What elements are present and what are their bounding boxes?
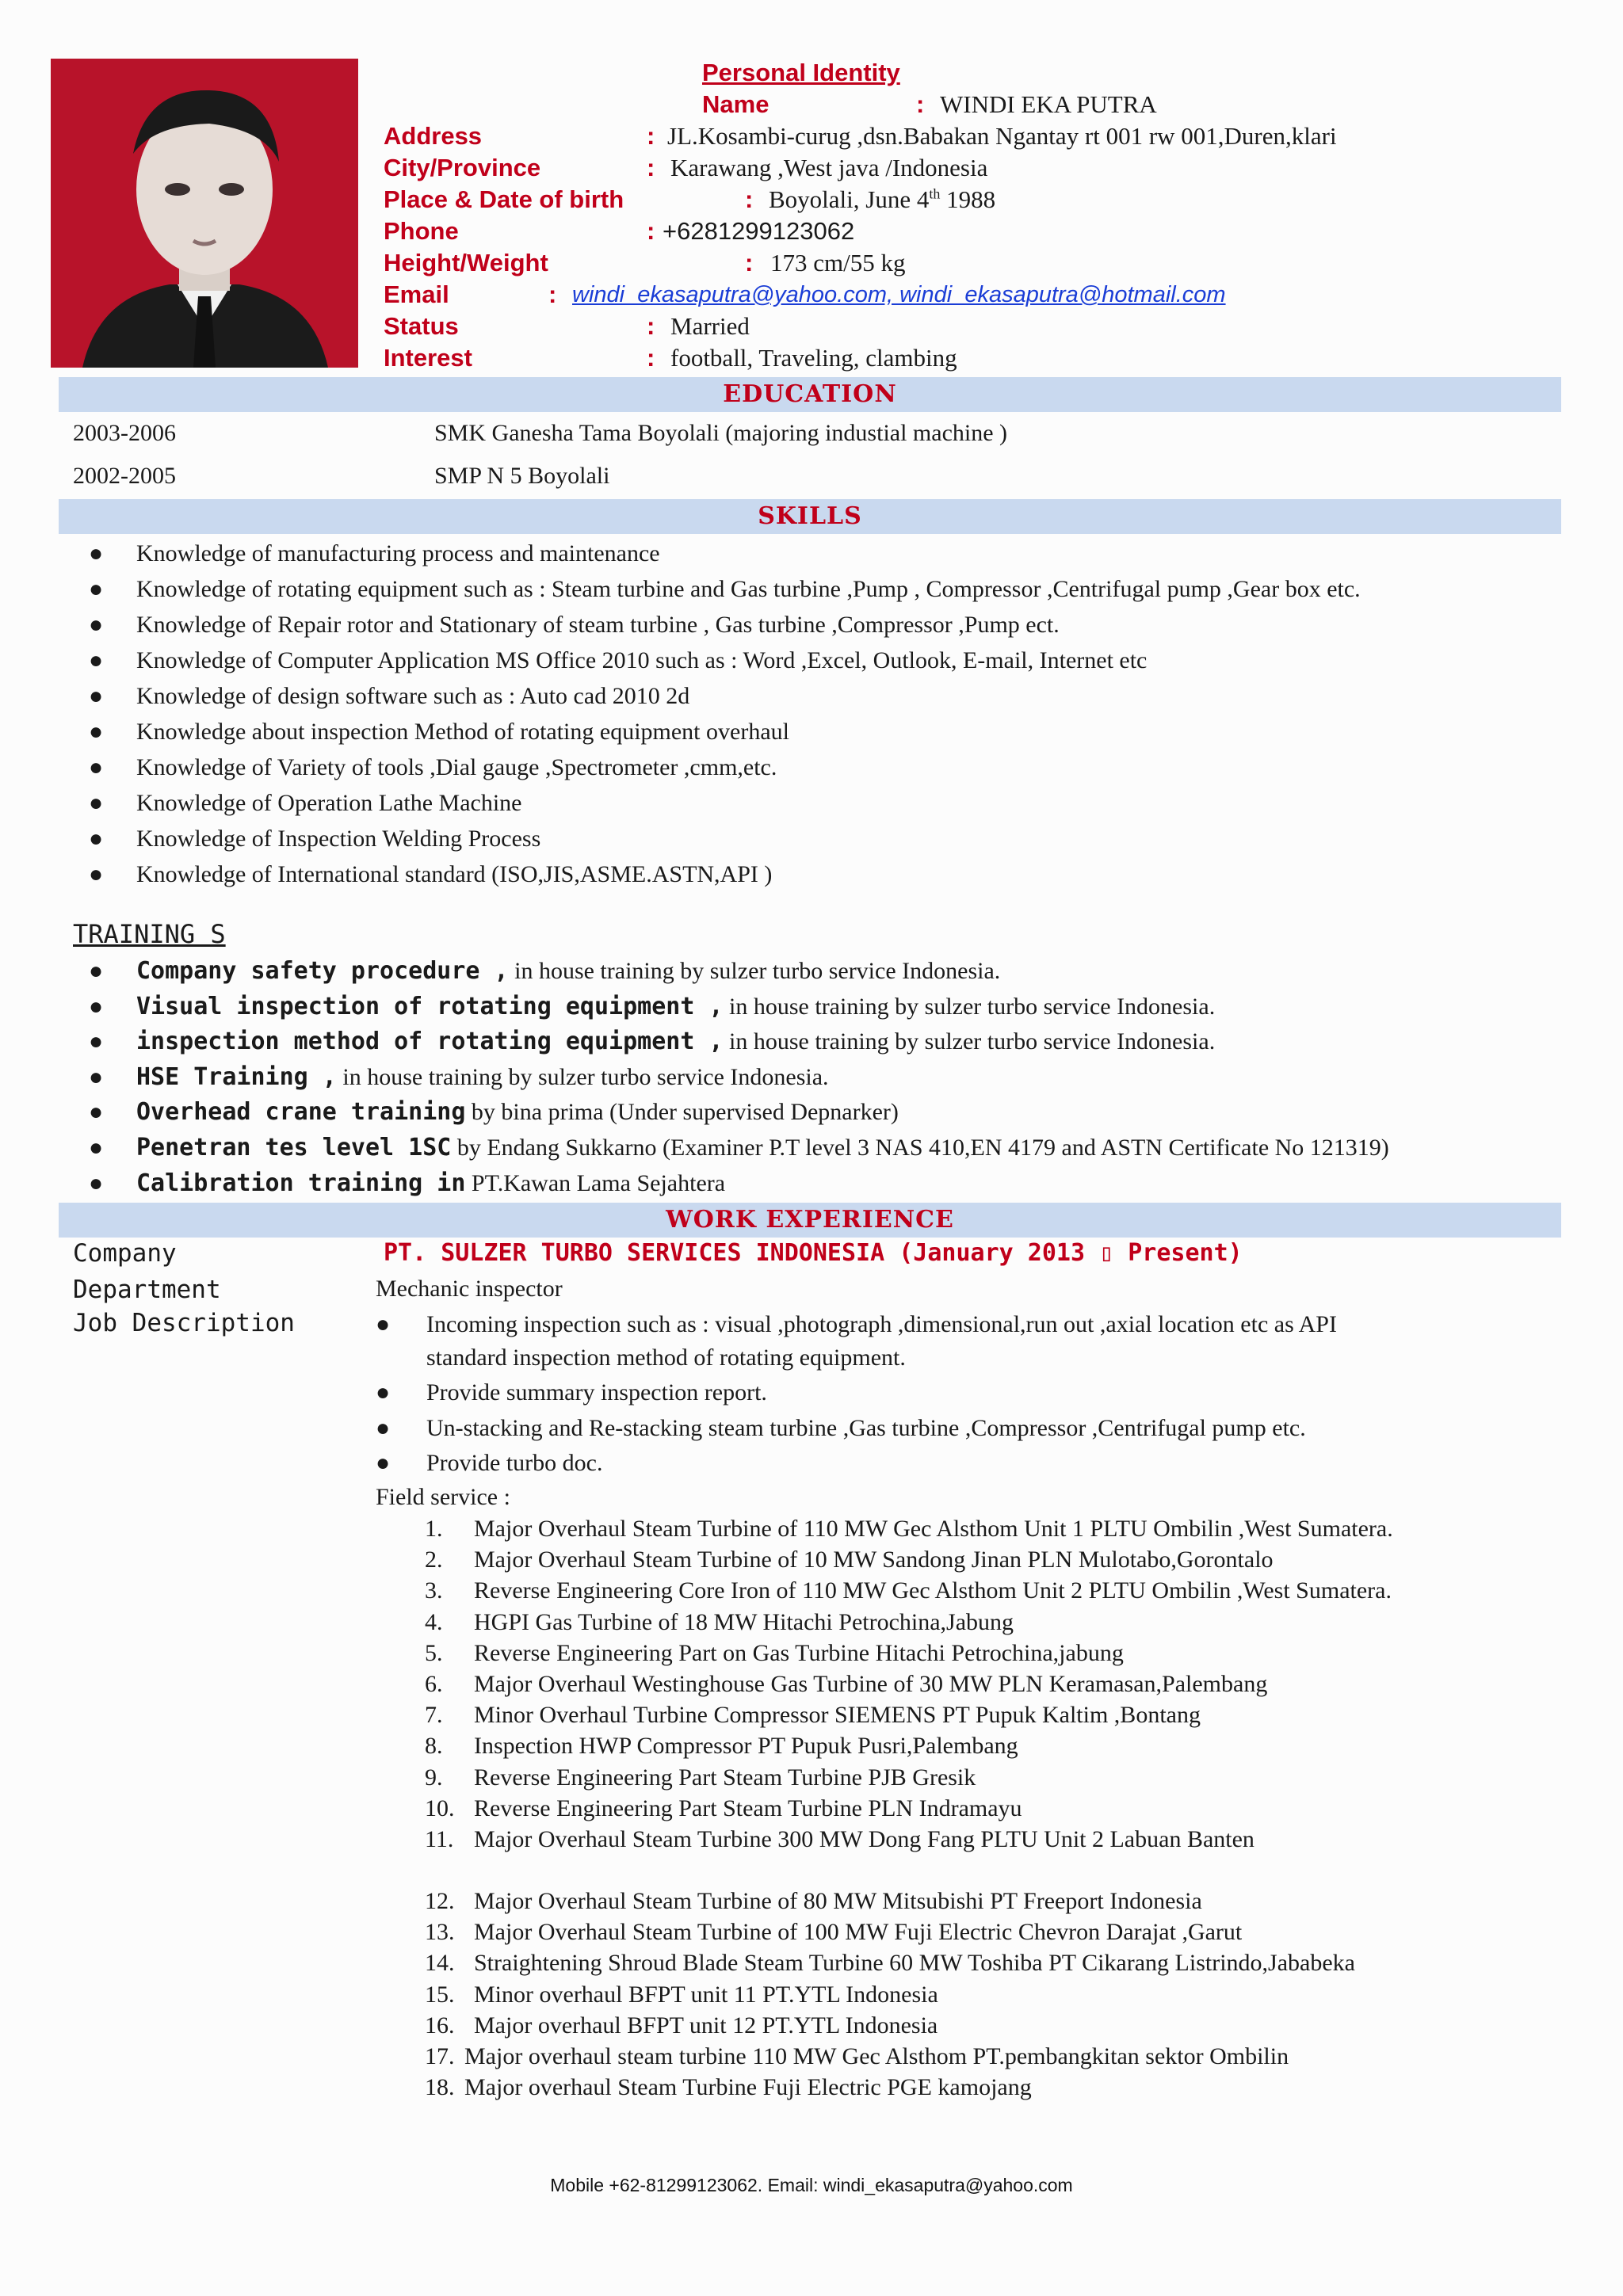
bullet-icon: ● [376,1311,391,1337]
field-item: 10. Reverse Engineering Part Steam Turbine PLN Indramayu [425,1794,1022,1821]
email-link[interactable]: windi_ekasaputra@yahoo.com, windi_ekasaputra@hotmail.com [572,282,1226,307]
field-service-list [425,1513,1393,1855]
height-weight-label: Height/Weight [384,249,548,277]
bullet-icon: ● [376,1450,391,1476]
height-weight-colon: : [745,249,754,277]
field-item: 18. Major overhaul Steam Turbine Fuji Electric PGE kamojang [425,2074,1032,2101]
education-band [59,377,1561,412]
status-colon: : [647,312,655,340]
bullet-icon: ● [89,576,104,602]
interest-value: football, Traveling, clambing [670,344,957,372]
bullet-icon: ● [376,1415,391,1441]
skill-item: ● Knowledge of Computer Application MS Office 2010 such as : Word ,Excel, Outlook, E-mail, Internet etc [89,643,1361,678]
company-value: PT. SULZER TURBO SERVICES INDONESIA (January 2013 ▯ Present) [384,1239,1243,1267]
field-item: 4. HGPI Gas Turbine of 18 MW Hitachi Petrochina,Jabung [425,1608,1014,1635]
field-item: 7. Minor Overhaul Turbine Compressor SIEMENS PT Pupuk Kaltim ,Bontang [425,1702,1201,1729]
training-item: ● Overhead crane training by bina prima (Under supervised Depnarker) [89,1095,1389,1131]
skill-item: ● Knowledge of International standard (ISO,JIS,ASME.ASTN,API ) [89,856,1361,892]
education-school-2: SMP N 5 Boyolali [434,463,610,489]
bullet-icon: ● [89,958,104,984]
birth-colon: : [745,185,754,213]
education-years-2: 2002-2005 [73,463,176,489]
birth-label: Place & Date of birth [384,185,624,213]
field-item: 12. Major Overhaul Steam Turbine of 80 MW Mitsubishi PT Freeport Indonesia [425,1888,1202,1914]
city-label: City/Province [384,154,541,181]
skill-item: ● Knowledge of rotating equipment such as : Steam turbine and Gas turbine ,Pump , Compressor ,Centrifugal pump ,Gear box etc. [89,571,1361,607]
education-years-1: 2003-2006 [73,420,176,446]
field-item: 8. Inspection HWP Compressor PT Pupuk Pusri,Palembang [425,1733,1018,1760]
bullet-icon: ● [89,861,104,887]
skill-item: ● Knowledge of Repair rotor and Stationary of steam turbine , Gas turbine ,Compressor ,Pump ect. [89,607,1361,643]
address-label: Address [384,122,483,150]
bullet-icon: ● [89,754,104,780]
field-item: 2. Major Overhaul Steam Turbine of 10 MW Sandong Jinan PLN Mulotabo,Gorontalo [425,1547,1274,1573]
skill-item: ● Knowledge of Inspection Welding Process [89,821,1361,856]
height-weight-value: 173 cm/55 kg [770,249,906,277]
field-item: 15. Minor overhaul BFPT unit 11 PT.YTL Indonesia [425,1981,938,2008]
bullet-icon: ● [89,683,104,709]
field-item: 9. Reverse Engineering Part Steam Turbine PJB Gresik [425,1764,976,1791]
bullet-icon: ● [89,1099,104,1126]
bullet-icon: ● [89,612,104,638]
phone-label: Phone [384,217,459,245]
address-value: JL.Kosambi-curug ,dsn.Babakan Ngantay rt 001 rw 001,Duren,klari [667,122,1337,150]
city-colon: : [647,154,655,181]
name-colon: : [916,90,925,118]
name-value: WINDI EKA PUTRA [940,90,1157,118]
birth-value: Boyolali, June 4th 1988 [769,185,996,213]
bullet-icon: ● [89,826,104,852]
name-label: Name [702,90,769,118]
bullet-icon: ● [89,790,104,816]
skill-item: ● Knowledge of Operation Lathe Machine [89,785,1361,821]
bullet-icon: ● [376,1379,391,1405]
skill-item: ● Knowledge about inspection Method of rotating equipment overhaul [89,714,1361,749]
email-label: Email [384,280,449,308]
training-list [89,954,1389,1201]
training-title: TRAINING S [73,919,226,949]
bullet-icon: ● [89,540,104,566]
work-band [59,1203,1561,1238]
training-item: ● Company safety procedure , in house training by sulzer turbo service Indonesia. [89,954,1389,990]
field-item: 17. Major overhaul steam turbine 110 MW Gec Alsthom PT.pembangkitan sektor Ombilin [425,2043,1289,2069]
field-item: 1. Major Overhaul Steam Turbine of 110 MW Gec Alsthom Unit 1 PLTU Ombilin ,West Sumatera. [425,1516,1393,1542]
field-item: 5. Reverse Engineering Part on Gas Turbine Hitachi Petrochina,jabung [425,1639,1124,1666]
training-item: ● Penetran tes level 1SC by Endang Sukkarno (Examiner P.T level 3 NAS 410,EN 4179 and ASTN Certificate No 121319) [89,1131,1389,1166]
city-value: Karawang ,West java /Indonesia [670,154,988,181]
department-value: Mechanic inspector [376,1276,563,1302]
bullet-icon: ● [89,1063,104,1090]
bullet-icon: ● [89,1134,104,1161]
profile-photo [51,59,358,368]
bullet-icon: ● [89,1028,104,1055]
status-value: Married [670,312,750,340]
footer-contact: Mobile +62-81299123062. Email: windi_ekasaputra@yahoo.com [550,2175,1073,2195]
field-item: 11. Major Overhaul Steam Turbine 300 MW Dong Fang PLTU Unit 2 Labuan Banten [425,1826,1254,1853]
field-service-list-2 [425,1886,1355,2041]
field-item: 6. Major Overhaul Westinghouse Gas Turbine of 30 MW PLN Keramasan,Palembang [425,1671,1268,1698]
training-item: ● Calibration training in PT.Kawan Lama Sejahtera [89,1166,1389,1202]
status-label: Status [384,312,459,340]
bullet-icon: ● [89,719,104,745]
job-item-1-cont: standard inspection method of rotating equipment. [426,1344,906,1371]
training-item: ● inspection method of rotating equipment , in house training by sulzer turbo service Indonesia. [89,1024,1389,1060]
field-service-label: Field service : [376,1484,510,1510]
bullet-icon: ● [89,1169,104,1196]
job-description-label: Job Description [73,1309,295,1337]
skill-item: ● Knowledge of manufacturing process and maintenance [89,536,1361,571]
field-item: 13. Major Overhaul Steam Turbine of 100 MW Fuji Electric Chevron Darajat ,Garut [425,1919,1243,1946]
education-title: EDUCATION [723,380,897,408]
cv-page: Personal Identity Name : WINDI EKA PUTRA Address : JL.Kosambi-curug ,dsn.Babakan Ngantay rt 001 rw 001,Duren,klari City/Province : Karawang ,West java /Indonesia Place & Date of birth : Boyolali, June 4th 1988 Phone : +6281299123062 Height/Weight : 173 cm/55 kg Email : windi_ekasaputra@yahoo.com, windi_ekasaputra@hotmail.com Status : Married Interest : football, Traveling, clambing EDUCATION 2003-2006 SMK Ganesha Tama Boyolali (majoring industial machine ) 2002-2005 SMP N 5 Boyolali SKILLS ● Knowledge of manufacturing process and maintenance ● Knowledge of rotating equipment such as : Steam turbine and Gas turbine ,Pump , Compressor ,Centrifugal pump ,Gear box etc. ● Knowledge of Repair rotor and Stationary of steam turbine , Gas turbine ,Compressor ,Pump ect. ● Knowledge of Computer Application MS Office 2010 such as : Word ,Excel, Outlook, E-mail, Internet etc ● Knowledge of design software such as : Auto cad 2010 2d ● Knowledge about inspection Method of rotating equipment overhaul ● Knowledge of Variety of tools ,Dial gauge ,Spectrometer ,cmm,etc. ● Knowledge of Operation Lathe Machine ● Knowledge of Inspection Welding Process ● Knowledge of International standard (ISO,JIS,ASME.ASTN,API ) TRAINING S ● Company safety procedure , in house training by sulzer turbo service Indonesia. ● Visual inspection of rotating equipment , in house training by sulzer turbo service Indonesia. ● inspection method of rotating equipment , in house training by sulzer turbo service Indonesia. ● HSE Training , in house training by sulzer turbo service Indonesia. ● Overhead crane training by bina prima (Under supervised Depnarker) ● Penetran tes level 1SC by Endang Sukkarno (Examiner P.T level 3 NAS 410,EN 4179 and ASTN Certificate No 121319) ● Calibration training in PT.Kawan Lama Sejahtera WORK EXPERIENCE Company PT. SULZER TURBO SERVICES INDONESIA (January 2013 ▯ Present) Department Mechanic inspector Job Description ● Incoming inspection such as : visual ,photograph ,dimensional,run out ,axial location etc as API standard inspection method of rotating equipment. ● Provide summary inspection report. ● Un-stacking and Re-stacking steam turbine ,Gas turbine ,Compressor ,Centrifugal pump etc. ● Provide turbo doc. Field service : 1. Major Overhaul Steam Turbine of 110 MW Gec Alsthom Unit 1 PLTU Ombilin ,West Sumatera. 2. Major Overhaul Steam Turbine of 10 MW Sandong Jinan PLN Mulotabo,Gorontalo 3. Reverse Engineering Core Iron of 110 MW Gec Alsthom Unit 2 PLTU Ombilin ,West Sumatera. 4. HGPI Gas Turbine of 18 MW Hitachi Petrochina,Jabung 5. Reverse Engineering Part on Gas Turbine Hitachi Petrochina,jabung 6. Major Overhaul Westinghouse Gas Turbine of 30 MW PLN Keramasan,Palembang 7. Minor Overhaul Turbine Compressor SIEMENS PT Pupuk Kaltim ,Bontang 8. Inspection HWP Compressor PT Pupuk Pusri,Palembang 9. Reverse Engineering Part Steam Turbine PJB Gresik 10. Reverse Engineering Part Steam Turbine PLN Indramayu 11. Major Overhaul Steam Turbine 300 MW Dong Fang PLTU Unit 2 Labuan Banten 12. Major Overhaul Steam Turbine of 80 MW Mitsubishi PT Freeport Indonesia 13. Major Overhaul Steam Turbine of 100 MW Fuji Electric Chevron Darajat ,Garut 14. Straightening Shroud Blade Steam Turbine 60 MW Toshiba PT Cikarang Listrindo,Jababeka 15. Minor overhaul BFPT unit 11 PT.YTL Indonesia 16. Major overhaul BFPT unit 12 PT.YTL Indonesia 17. Major overhaul steam turbine 110 MW Gec Alsthom PT.pembangkitan sektor Ombilin 18. Major overhaul Steam Turbine Fuji Electric PGE kamojang Mobile +62-81299123062. Email: windi_ekasaputra@yahoo.com [0,0,1623,2296]
field-item: 14. Straightening Shroud Blade Steam Turbine 60 MW Toshiba PT Cikarang Listrindo,Jababeka [425,1950,1355,1977]
skills-title: SKILLS [758,502,862,530]
person-portrait-icon [51,59,358,368]
training-item: ● HSE Training , in house training by sulzer turbo service Indonesia. [89,1060,1389,1096]
phone-value: +6281299123062 [663,217,855,245]
interest-colon: : [647,344,655,372]
skill-item: ● Knowledge of design software such as : Auto cad 2010 2d [89,678,1361,714]
training-item: ● Visual inspection of rotating equipment , in house training by sulzer turbo service Indonesia. [89,990,1389,1025]
skill-item: ● Knowledge of Variety of tools ,Dial gauge ,Spectrometer ,cmm,etc. [89,749,1361,785]
email-colon: : [548,280,557,308]
department-label: Department [73,1276,221,1304]
bullet-icon: ● [89,993,104,1020]
interest-label: Interest [384,344,472,372]
work-title: WORK EXPERIENCE [666,1206,954,1234]
personal-identity-heading: Personal Identity [702,59,900,86]
education-school-1: SMK Ganesha Tama Boyolali (majoring industial machine ) [434,420,1008,446]
field-item: 16. Major overhaul BFPT unit 12 PT.YTL Indonesia [425,2012,938,2039]
phone-colon: : [647,217,655,245]
field-service-list-3 [425,2041,1289,2103]
skills-list [89,536,1361,892]
address-colon: : [647,122,655,150]
company-label: Company [73,1239,177,1268]
field-item: 3. Reverse Engineering Core Iron of 110 MW Gec Alsthom Unit 2 PLTU Ombilin ,West Sumatera. [425,1577,1392,1604]
skills-band [59,499,1561,534]
bullet-icon: ● [89,647,104,673]
